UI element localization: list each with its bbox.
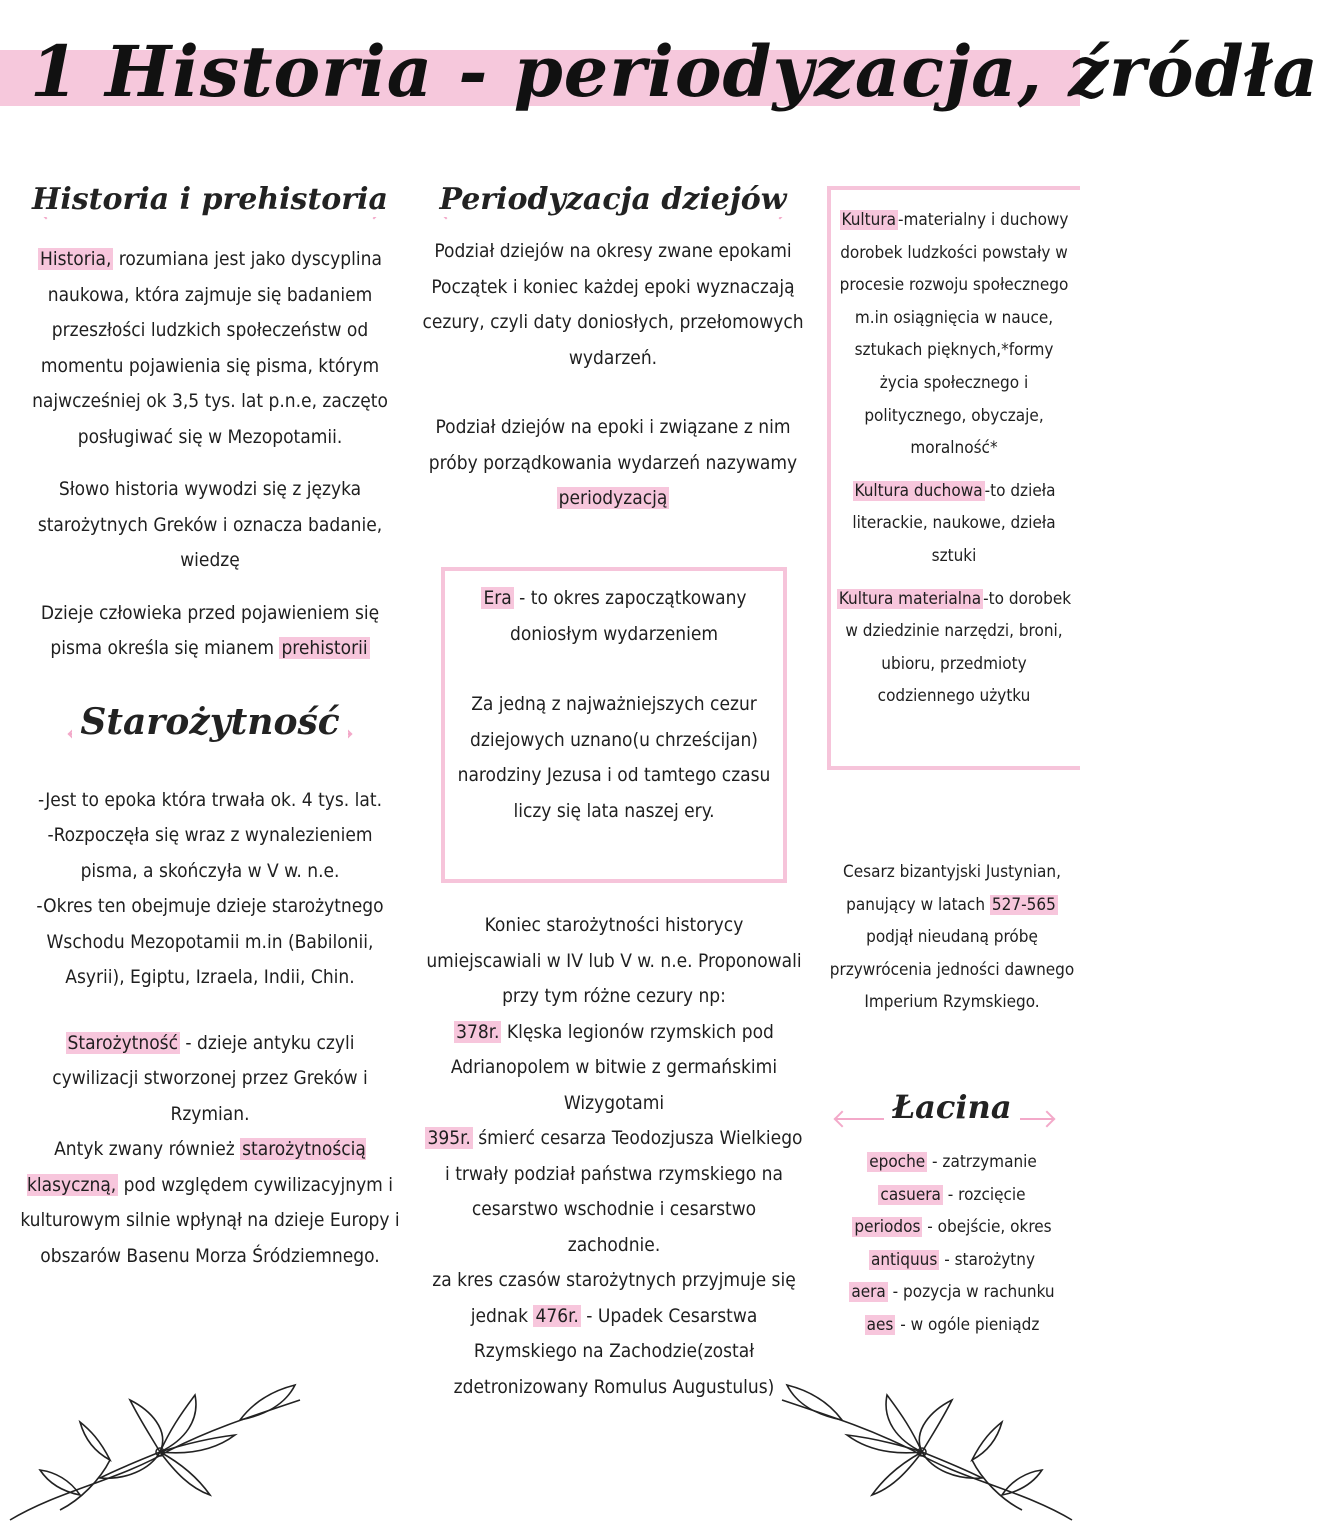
latin-meaning: - obejście, okres (922, 1217, 1052, 1238)
latin-meaning: - w ogóle pieniądz (895, 1314, 1040, 1335)
latin-meaning: - starożytny (939, 1249, 1036, 1270)
paragraph-antyk (20, 1026, 400, 1133)
section-heading-lacina (826, 1088, 1078, 1146)
paragraph-378 (425, 1015, 803, 1122)
highlight-term: Era (483, 587, 512, 609)
left-column (20, 182, 400, 1274)
highlight-date: 378r. (456, 1020, 500, 1043)
paragraph-text: Podział dziejów na epoki i związane z nim próby porządkowania wydarzeń nazywamy (428, 416, 798, 474)
paragraph-slowo: Słowo historia wywodzi się z języka starożytnych Greków i oznacza badanie, wiedzę (37, 478, 383, 571)
highlight-term: periodyzacją (558, 487, 668, 509)
highlight-term: Kultura duchowa (854, 480, 983, 501)
latin-word: aes (866, 1314, 894, 1335)
paragraph-prehistoria (20, 596, 400, 667)
highlight-date: 395r. (427, 1127, 471, 1149)
list-line-1: -Jest to epoka która trwała ok. 4 tys. lat. (37, 788, 383, 811)
highlight-date: 527-565 (991, 894, 1056, 915)
paragraph-text: za kres czasów starożytnych przyjmuje się jednak (432, 1269, 796, 1327)
paragraph-periodyzacja (418, 410, 808, 517)
heading-text: Łacina (884, 1088, 1019, 1126)
paragraph-text: podjął nieudaną próbę przywrócenia jedności dawnego Imperium Rzymskiego. (829, 927, 1075, 1013)
highlight-term: starożytnością klasyczną, (26, 1138, 366, 1196)
section-heading-historia (20, 182, 400, 234)
paragraph-text: - to okres zapoczątkowany doniosłym wydarzeniem (510, 587, 747, 645)
highlight-term: Historia, (40, 248, 112, 270)
section-heading-starozytnosc (20, 701, 400, 761)
era-box (441, 567, 787, 883)
list-line-2: -Rozpoczęła się wraz z wynalezieniem pisma, a skończyła w V w. n.e. (47, 824, 373, 882)
heading-text: Starożytność (72, 701, 347, 743)
latin-word: antiquus (870, 1249, 938, 1270)
paragraph-justynian (826, 856, 1078, 1019)
paragraph-era (455, 581, 773, 652)
paragraph-text: Antyk zwany również (54, 1138, 241, 1160)
paragraph-text: Dzieje człowieka przed pojawieniem się pisma określa się mianem (40, 601, 380, 659)
highlight-term: Kultura materialna (838, 588, 982, 609)
kultura-box-content (835, 204, 1073, 713)
latin-meaning: - zatrzymanie (927, 1152, 1037, 1172)
paragraph-text: -materialny i duchowy dorobek ludzkości powstały w procesie rozwoju społecznego m.in osiągnięcia w nauce, sztukach pięknych,*formy życia społecznego i politycznego, obyczaje, moralność* (839, 210, 1069, 459)
latin-word: aera (851, 1282, 886, 1303)
paragraph-text: śmierć cesarza Teodozjusza Wielkiego i trwały podział państwa rzymskiego na cesarstwo wschodnie i cesarstwo zachodnie. (445, 1127, 803, 1256)
paragraph-historia (20, 242, 400, 455)
paragraph-text: Cesarz bizantyjski Justynian, panujący w latach (843, 862, 1061, 915)
paragraph-text: pod względem cywilizacyjnym i kulturowym silnie wpłynął na dzieje Europy i obszarów Basenu Morza Śródziemnego. (20, 1173, 400, 1267)
latin-word: casuera (880, 1184, 941, 1205)
highlight-term: Starożytność (67, 1031, 178, 1054)
latin-item (826, 1211, 1078, 1244)
paragraph-text: - dzieje antyku czyli cywilizacji stworzonej przez Greków i Rzymian. (52, 1031, 368, 1125)
paragraph-395 (425, 1121, 803, 1263)
highlight-term: Kultura (841, 210, 896, 230)
latin-list (826, 1146, 1078, 1342)
paragraph-kultura-materialna (835, 583, 1073, 713)
latin-item (826, 1146, 1078, 1179)
section-heading-periodyzacja (418, 182, 808, 234)
heading-text: Periodyzacja dziejów (431, 182, 794, 217)
latin-word: epoche (869, 1152, 926, 1172)
flower-illustration-left (0, 1360, 330, 1528)
highlight-date: 476r. (535, 1304, 579, 1327)
paragraph-text: -to dzieła literackie, naukowe, dzieła sztuki (852, 480, 1056, 566)
paragraph-antyk-klasyczny (20, 1132, 400, 1274)
paragraph-text: Klęska legionów rzymskich pod Adrianopolem w bitwie z germańskimi Wizygotami (450, 1020, 778, 1114)
flower-illustration-right (762, 1360, 1080, 1528)
paragraph-koniec: Koniec starożytności historycy umiejscawiali w IV lub V w. n.e. Proponowali przy tym różne cezury np: (426, 914, 802, 1007)
paragraph-text: -to dorobek w dziedzinie narzędzi, broni, ubioru, przedmioty codziennego użytku (845, 588, 1072, 707)
page-title: 1 Historia - periodyzacja, źródła (30, 30, 1319, 113)
latin-item (826, 1309, 1078, 1342)
era-box-content (455, 581, 773, 829)
latin-item (826, 1276, 1078, 1309)
latin-section (826, 1088, 1078, 1342)
highlight-term: prehistorii (281, 637, 368, 659)
heading-text: Historia i prehistoria (24, 182, 396, 217)
paragraph-476 (425, 1263, 803, 1405)
paragraph-text: rozumiana jest jako dyscyplina naukowa, która zajmuje się badaniem przeszłości ludzkich społeczeństw od momentu pojawienia się pisma, którym najwcześniej ok 3,5 tys. lat p.n.e, zaczęto posługiwać się w Mezopotamii. (32, 248, 388, 448)
latin-word: periodos (854, 1217, 921, 1238)
justynian-note (826, 856, 1078, 1019)
paragraph-text: - Upadek Cesarstwa Rzymskiego na Zachodzie(został zdetronizowany Romulus Augustulus) (453, 1304, 775, 1398)
paragraph-cezura: Za jedną z najważniejszych cezur dziejowych uznano(u chrześcijan) narodziny Jezusa i od tamtego czasu liczy się lata naszej ery. (457, 693, 771, 822)
middle-column (418, 182, 808, 517)
middle-column-lower (425, 908, 803, 1405)
paragraph-podzial: Podział dziejów na okresy zwane epokami Początek i koniec każdej epoki wyznaczają cezury, czyli daty doniosłych, przełomowych wydarzeń. (422, 240, 804, 369)
paragraph-kultura (835, 204, 1073, 465)
kultura-box (827, 186, 1080, 770)
latin-meaning: - pozycja w rachunku (887, 1282, 1055, 1303)
list-line-3: -Okres ten obejmuje dzieje starożytnego Wschodu Mezopotamii m.in (Babilonii, Asyrii), Egiptu, Izraela, Indii, Chin. (36, 895, 384, 988)
latin-meaning: - rozcięcie (942, 1184, 1026, 1205)
latin-item (826, 1244, 1078, 1277)
paragraph-kultura-duchowa (835, 475, 1073, 573)
latin-item (826, 1179, 1078, 1212)
